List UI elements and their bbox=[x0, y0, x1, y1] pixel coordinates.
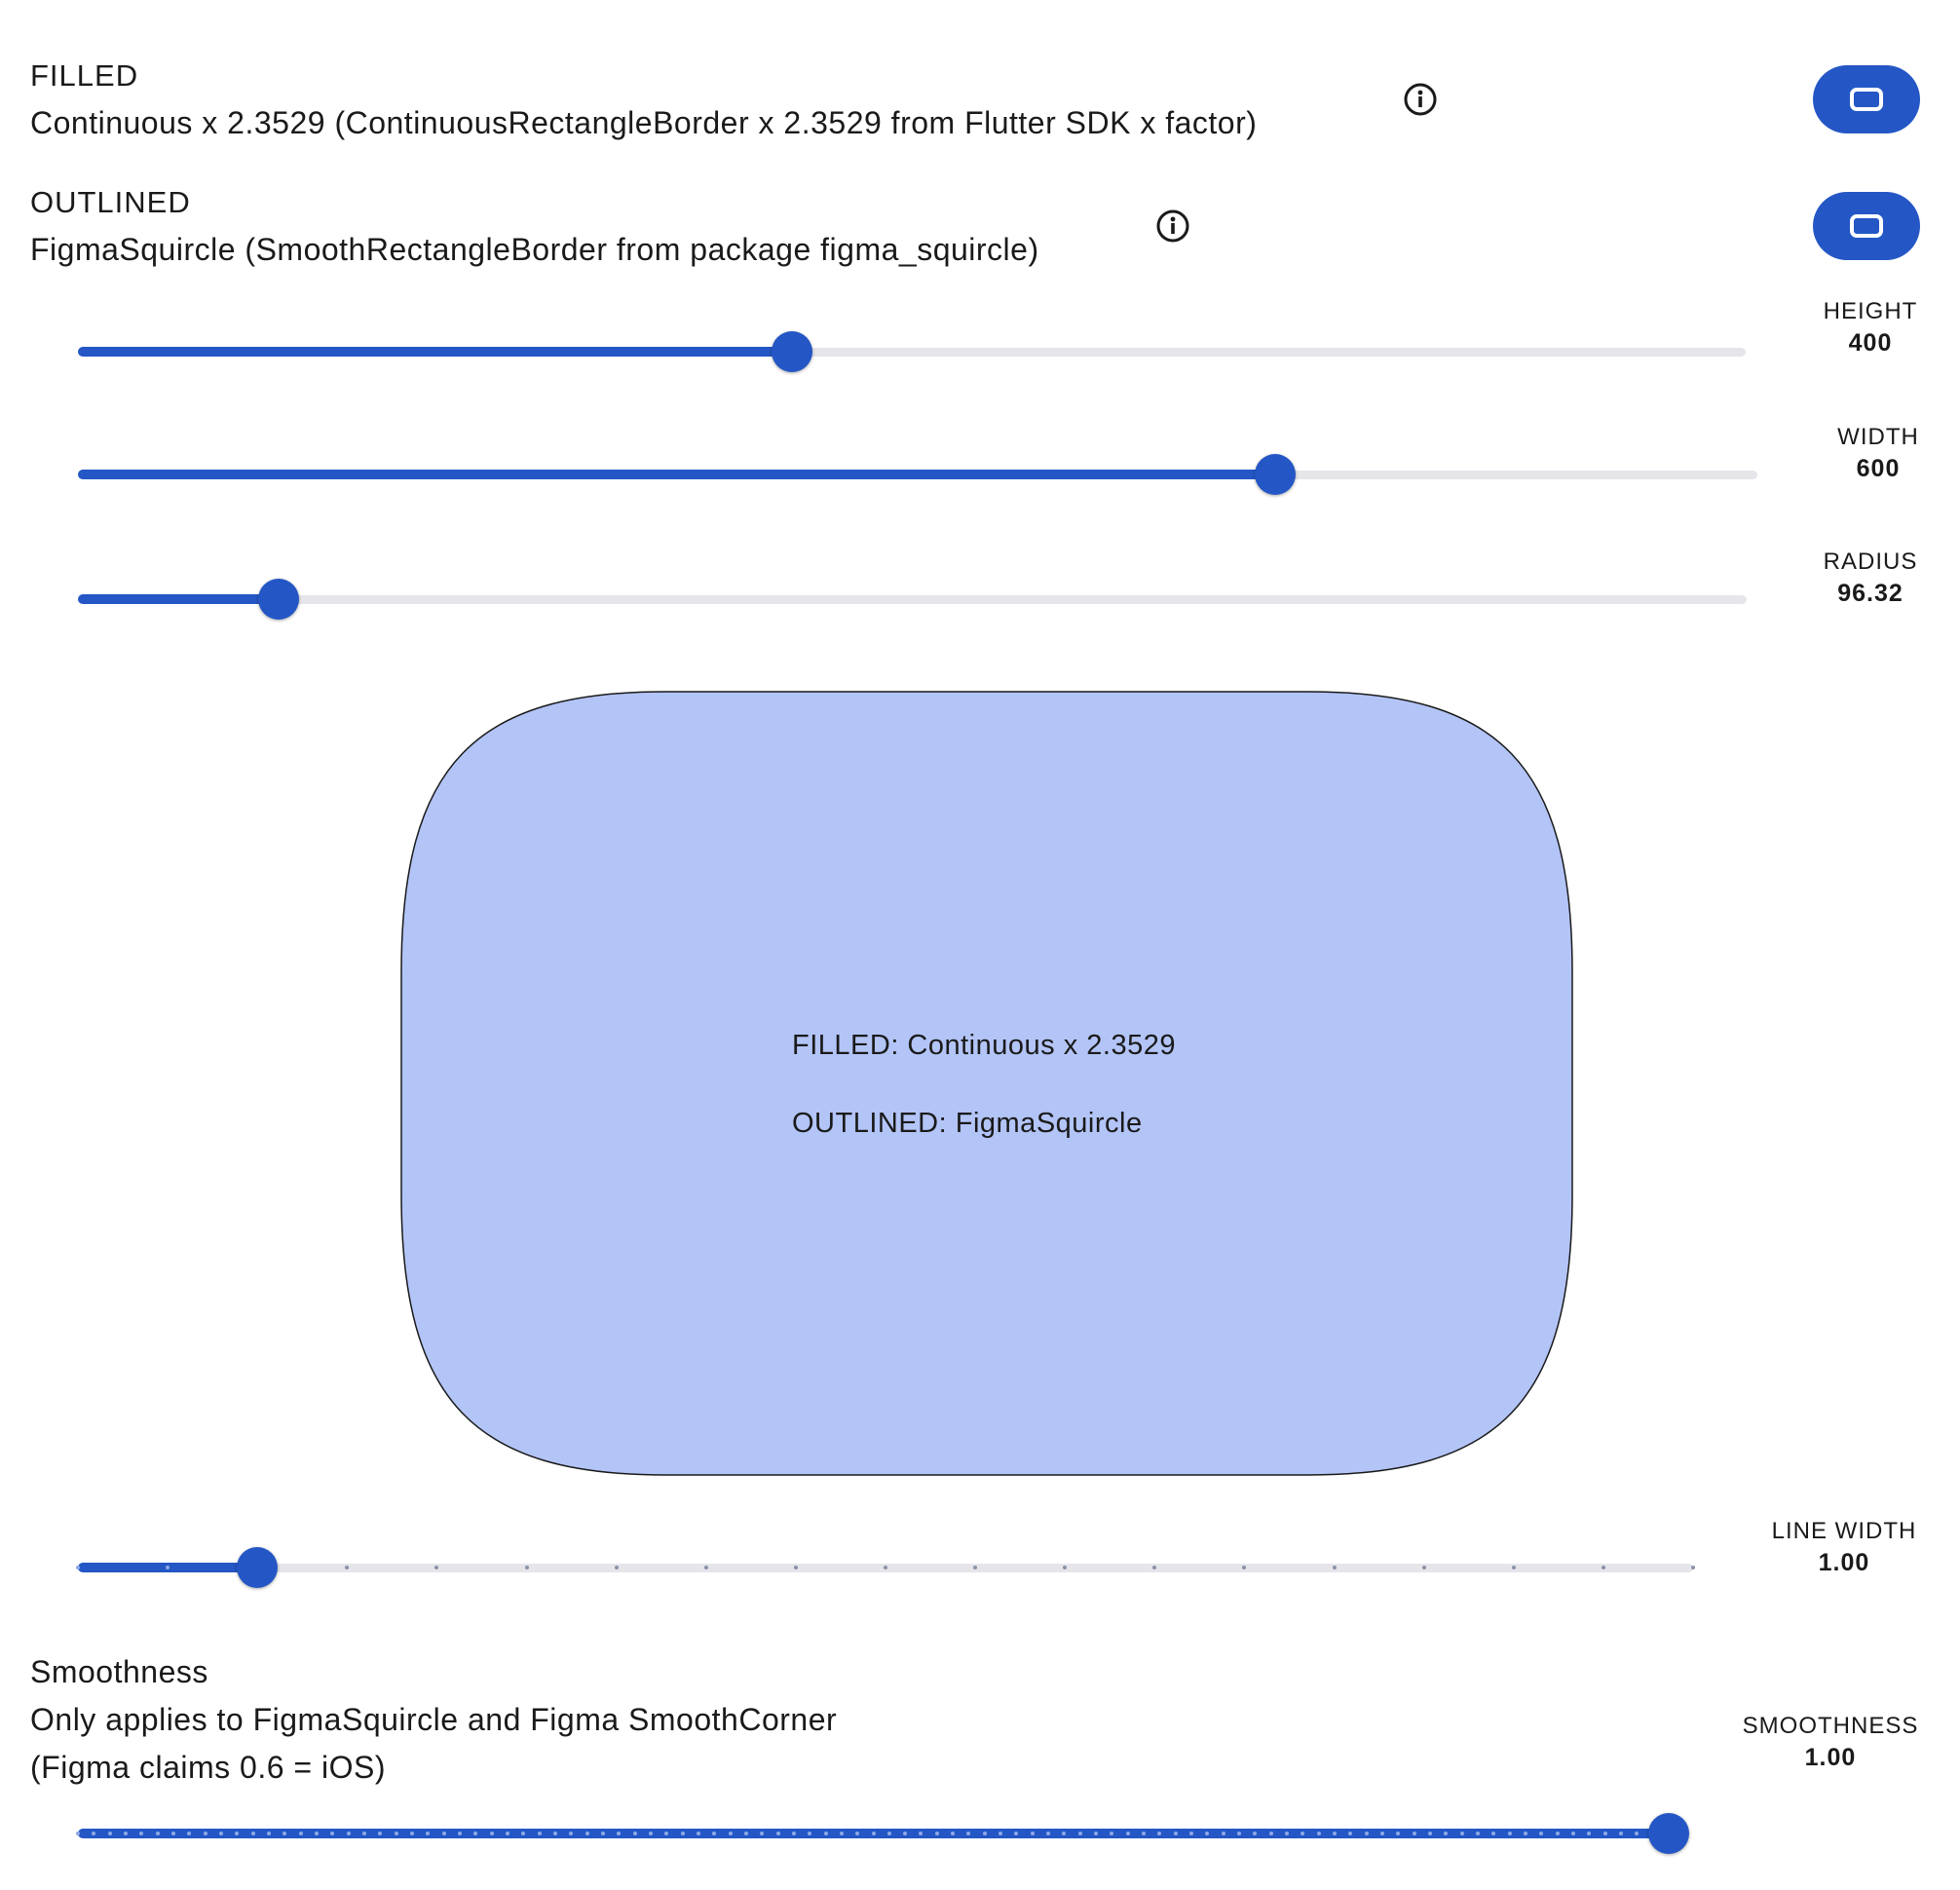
rounded-rectangle-icon bbox=[1850, 214, 1883, 238]
slider-tick bbox=[251, 1832, 255, 1835]
smoothness-slider-thumb[interactable] bbox=[1648, 1813, 1689, 1854]
slider-tick bbox=[824, 1832, 828, 1835]
slider-tick bbox=[794, 1566, 798, 1569]
smoothness-label: SMOOTHNESS bbox=[1742, 1713, 1919, 1739]
slider-tick bbox=[1422, 1566, 1426, 1569]
slider-tick bbox=[1317, 1832, 1321, 1835]
slider-tick bbox=[1031, 1832, 1035, 1835]
smoothness-slider[interactable] bbox=[78, 1811, 1669, 1856]
slider-tick bbox=[792, 1832, 796, 1835]
slider-tick bbox=[1556, 1832, 1560, 1835]
width-value: 600 bbox=[1856, 455, 1901, 482]
slider-tick bbox=[1333, 1566, 1337, 1569]
slider-tick bbox=[395, 1832, 398, 1835]
smoothness-value: 1.00 bbox=[1804, 1744, 1857, 1771]
slider-tick bbox=[585, 1832, 589, 1835]
slider-tick bbox=[553, 1832, 557, 1835]
slider-tick bbox=[935, 1832, 939, 1835]
rounded-rectangle-icon bbox=[1850, 88, 1883, 111]
slider-tick bbox=[1413, 1832, 1416, 1835]
height-value: 400 bbox=[1848, 329, 1893, 357]
height-slider[interactable] bbox=[78, 329, 1746, 374]
slider-tick bbox=[76, 1566, 80, 1569]
slider-tick bbox=[315, 1832, 319, 1835]
slider-tick bbox=[538, 1832, 542, 1835]
slider-tick bbox=[204, 1832, 207, 1835]
smoothness-title: Smoothness bbox=[30, 1654, 208, 1689]
slider-tick bbox=[615, 1566, 619, 1569]
filled-heading: FILLED bbox=[30, 58, 139, 93]
slider-tick bbox=[1691, 1566, 1695, 1569]
slider-tick bbox=[490, 1832, 494, 1835]
slider-tick bbox=[124, 1832, 128, 1835]
slider-tick bbox=[219, 1832, 223, 1835]
radius-slider[interactable] bbox=[78, 577, 1747, 622]
preview-outlined-label: OUTLINED: FigmaSquircle bbox=[792, 1108, 1143, 1139]
preview-filled-label: FILLED: Continuous x 2.3529 bbox=[792, 1030, 1176, 1061]
radius-label: RADIUS bbox=[1823, 548, 1918, 575]
slider-tick bbox=[458, 1832, 462, 1835]
slider-tick bbox=[729, 1832, 733, 1835]
line-width-value: 1.00 bbox=[1818, 1549, 1870, 1576]
filled-shape-button[interactable] bbox=[1813, 65, 1920, 133]
height-label: HEIGHT bbox=[1823, 298, 1918, 324]
slider-tick bbox=[442, 1832, 446, 1835]
slider-tick bbox=[633, 1832, 637, 1835]
height-slider-fill bbox=[78, 347, 792, 357]
slider-tick bbox=[1078, 1832, 1082, 1835]
slider-tick bbox=[1269, 1832, 1273, 1835]
width-slider-fill bbox=[78, 470, 1275, 479]
slider-tick bbox=[1174, 1832, 1178, 1835]
filled-description: Continuous x 2.3529 (ContinuousRectangleBorder x 2.3529 from Flutter SDK x factor) bbox=[30, 105, 1258, 140]
outlined-shape-button[interactable] bbox=[1813, 192, 1920, 260]
slider-tick bbox=[1619, 1832, 1623, 1835]
slider-tick bbox=[776, 1832, 780, 1835]
slider-tick bbox=[267, 1832, 271, 1835]
slider-tick bbox=[983, 1832, 987, 1835]
slider-tick bbox=[704, 1566, 708, 1569]
height-slider-thumb[interactable] bbox=[772, 331, 812, 372]
line-width-slider[interactable] bbox=[78, 1545, 1693, 1590]
slider-tick bbox=[840, 1832, 844, 1835]
outlined-description: FigmaSquircle (SmoothRectangleBorder from package figma_squircle) bbox=[30, 232, 1039, 267]
slider-tick bbox=[1508, 1832, 1512, 1835]
slider-tick bbox=[362, 1832, 366, 1835]
radius-value: 96.32 bbox=[1837, 580, 1903, 607]
slider-tick bbox=[872, 1832, 876, 1835]
slider-tick bbox=[1126, 1832, 1130, 1835]
radius-slider-thumb[interactable] bbox=[258, 579, 299, 620]
slider-tick bbox=[108, 1832, 112, 1835]
radius-slider-fill bbox=[78, 594, 279, 604]
slider-tick bbox=[649, 1832, 653, 1835]
slider-tick bbox=[506, 1832, 509, 1835]
slider-tick bbox=[884, 1566, 887, 1569]
width-slider[interactable] bbox=[78, 452, 1757, 497]
slider-tick bbox=[1365, 1832, 1369, 1835]
slider-tick bbox=[744, 1832, 748, 1835]
slider-tick bbox=[347, 1832, 351, 1835]
slider-tick bbox=[156, 1832, 160, 1835]
line-width-slider-thumb[interactable] bbox=[237, 1547, 278, 1588]
slider-tick bbox=[1512, 1566, 1516, 1569]
squircle-shape bbox=[401, 692, 1572, 1475]
line-width-label: LINE WIDTH bbox=[1771, 1518, 1917, 1544]
filled-info-icon[interactable] bbox=[1403, 82, 1438, 117]
shape-preview bbox=[397, 690, 1576, 1477]
width-label: WIDTH bbox=[1837, 424, 1919, 450]
slider-tick bbox=[1602, 1566, 1605, 1569]
outlined-heading: OUTLINED bbox=[30, 185, 191, 219]
slider-tick bbox=[1222, 1832, 1225, 1835]
slider-tick bbox=[1571, 1832, 1575, 1835]
radius-slider-track bbox=[78, 595, 1747, 604]
slider-tick bbox=[601, 1832, 605, 1835]
slider-tick bbox=[171, 1832, 175, 1835]
slider-tick bbox=[1476, 1832, 1480, 1835]
slider-tick bbox=[1524, 1832, 1527, 1835]
slider-tick bbox=[76, 1832, 80, 1835]
width-slider-thumb[interactable] bbox=[1255, 454, 1296, 495]
slider-tick bbox=[410, 1832, 414, 1835]
slider-tick bbox=[1603, 1832, 1607, 1835]
slider-tick bbox=[299, 1832, 303, 1835]
smoothness-note: (Figma claims 0.6 = iOS) bbox=[30, 1750, 386, 1785]
smoothness-description: Only applies to FigmaSquircle and Figma SmoothCorner bbox=[30, 1702, 838, 1737]
outlined-info-icon[interactable] bbox=[1155, 208, 1190, 244]
slider-tick bbox=[887, 1832, 891, 1835]
slider-tick bbox=[1460, 1832, 1464, 1835]
slider-tick bbox=[525, 1566, 529, 1569]
slider-tick bbox=[681, 1832, 685, 1835]
slider-tick bbox=[697, 1832, 700, 1835]
